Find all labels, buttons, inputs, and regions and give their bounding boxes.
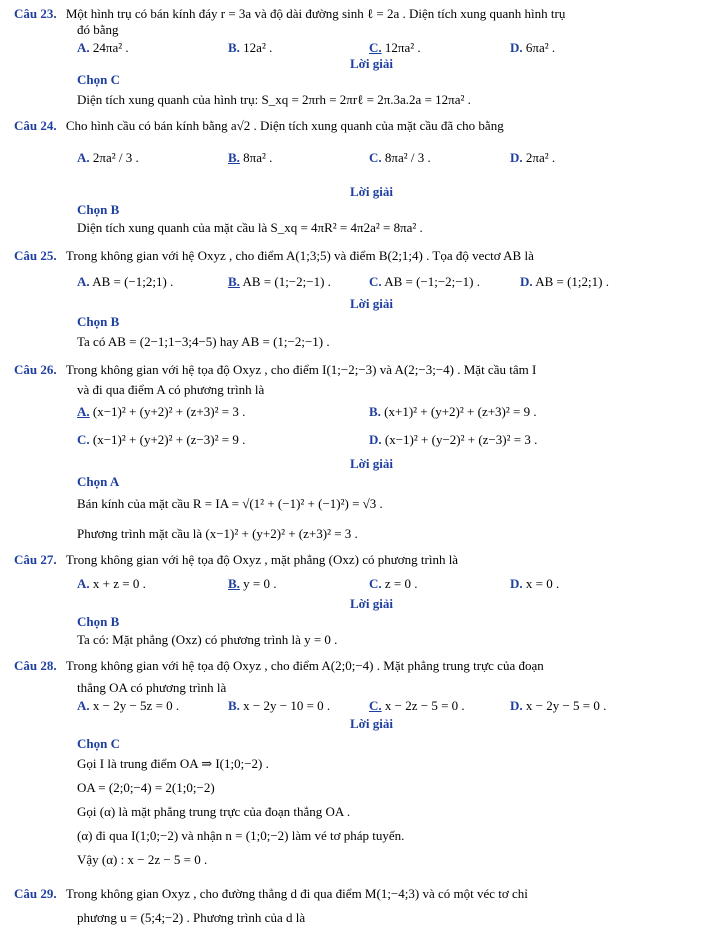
option-a: A. x − 2y − 5z = 0 . [77, 698, 180, 713]
answer-choice: Chọn A [77, 474, 120, 489]
question-25 [14, 248, 534, 264]
solution-line: Vậy (α) : x − 2z − 5 = 0 . [77, 852, 208, 867]
question-29 [14, 886, 528, 902]
answer-choice: Chọn B [77, 202, 120, 217]
solution-line: Diện tích xung quanh của hình trụ: S_xq = 2πrh = 2πrℓ = 2π.3a.2a = 12πa² . [77, 92, 471, 107]
answer-choice: Chọn B [77, 314, 120, 329]
option-b: B. x − 2y − 10 = 0 . [228, 698, 331, 713]
question-number: Câu 23. [14, 6, 57, 21]
option-c: C. (x−1)² + (y+2)² + (z−3)² = 9 . [77, 432, 246, 447]
option-b: B. (x+1)² + (y+2)² + (z+3)² = 9 . [369, 404, 537, 419]
option-b: B. 8πa² . [228, 150, 273, 165]
answer-choice: Chọn C [77, 72, 120, 87]
solution-heading: Lời giải [350, 56, 393, 71]
question-number: Câu 25. [14, 248, 57, 263]
question-text-cont: phương u = (5;4;−2) . Phương trình của d là [77, 910, 306, 925]
question-24 [14, 118, 504, 134]
solution-line: Diện tích xung quanh của mặt cầu là S_xq = 4πR² = 4π2a² = 8πa² . [77, 220, 423, 235]
option-d: D. AB = (1;2;1) . [520, 274, 609, 289]
question-text-cont: đó bằng [77, 22, 119, 37]
question-text: Trong không gian với hệ tọa độ Oxyz , cho điểm A(2;0;−4) . Mặt phẳng trung trực của đoạn [65, 658, 544, 673]
option-c: C. 8πa² / 3 . [369, 150, 431, 165]
solution-heading: Lời giải [350, 184, 393, 199]
question-text: Trong không gian với hệ Oxyz , cho điểm A(1;3;5) và điểm B(2;1;4) . Tọa độ vectơ AB là [65, 248, 534, 263]
question-text: Trong không gian Oxyz , cho đường thẳng d đi qua điểm M(1;−4;3) và có một véc tơ chỉ [65, 886, 528, 901]
solution-line: Gọi I là trung điểm OA ⇒ I(1;0;−2) . [77, 756, 269, 771]
solution-line: Phương trình mặt cầu là (x−1)² + (y+2)² + (z+3)² = 3 . [77, 526, 358, 541]
option-d: D. x = 0 . [510, 576, 560, 591]
question-number: Câu 28. [14, 658, 57, 673]
solution-line: OA = (2;0;−4) = 2(1;0;−2) [77, 780, 215, 795]
solution-heading: Lời giải [350, 596, 393, 611]
option-b: B. AB = (1;−2;−1) . [228, 274, 331, 289]
question-number: Câu 27. [14, 552, 57, 567]
question-text: Một hình trụ có bán kính đáy r = 3a và độ dài đường sinh ℓ = 2a . Diện tích xung quanh hình trụ [65, 6, 566, 21]
answer-choice: Chọn C [77, 736, 120, 751]
question-text-cont: thẳng OA có phương trình là [77, 680, 227, 695]
question-27 [14, 552, 458, 568]
option-b: B. 12a² . [228, 40, 273, 55]
question-26 [14, 362, 536, 378]
question-text-cont: và đi qua điểm A có phương trình là [77, 382, 265, 397]
question-23 [14, 6, 565, 22]
option-a: A. AB = (−1;2;1) . [77, 274, 174, 289]
option-d: D. x − 2y − 5 = 0 . [510, 698, 607, 713]
option-a: A. 24πa² . [77, 40, 129, 55]
question-text: Trong không gian với hệ tọa độ Oxyz , cho điểm I(1;−2;−3) và A(2;−3;−4) . Mặt cầu tâm I [65, 362, 537, 377]
option-d: D. 6πa² . [510, 40, 556, 55]
option-b: B. y = 0 . [228, 576, 277, 591]
option-d: D. 2πa² . [510, 150, 556, 165]
option-c: C. x − 2z − 5 = 0 . [369, 698, 465, 713]
solution-line: Bán kính của mặt cầu R = IA = √(1² + (−1)² + (−1)²) = √3 . [77, 496, 383, 511]
option-c: C. AB = (−1;−2;−1) . [369, 274, 480, 289]
solution-heading: Lời giải [350, 456, 393, 471]
option-c: C. z = 0 . [369, 576, 418, 591]
question-number: Câu 26. [14, 362, 57, 377]
question-text: Trong không gian với hệ tọa độ Oxyz , mặt phẳng (Oxz) có phương trình là [65, 552, 459, 567]
option-a: A. (x−1)² + (y+2)² + (z+3)² = 3 . [77, 404, 246, 419]
solution-line: (α) đi qua I(1;0;−2) và nhận n = (1;0;−2) làm vé tơ pháp tuyến. [77, 828, 405, 843]
option-c: C. 12πa² . [369, 40, 421, 55]
answer-choice: Chọn B [77, 614, 120, 629]
question-28 [14, 658, 544, 674]
solution-line: Ta có: Mặt phẳng (Oxz) có phương trình là y = 0 . [77, 632, 338, 647]
question-number: Câu 29. [14, 886, 57, 901]
solution-line: Gọi (α) là mặt phẳng trung trực của đoạn thẳng OA . [77, 804, 351, 819]
option-d: D. (x−1)² + (y−2)² + (z−3)² = 3 . [369, 432, 538, 447]
option-a: A. 2πa² / 3 . [77, 150, 139, 165]
solution-heading: Lời giải [350, 296, 393, 311]
solution-line: Ta có AB = (2−1;1−3;4−5) hay AB = (1;−2;−1) . [77, 334, 330, 349]
option-a: A. x + z = 0 . [77, 576, 146, 591]
question-number: Câu 24. [14, 118, 57, 133]
question-text: Cho hình cầu có bán kính bằng a√2 . Diện tích xung quanh của mặt cầu đã cho bằng [65, 118, 504, 133]
solution-heading: Lời giải [350, 716, 393, 731]
